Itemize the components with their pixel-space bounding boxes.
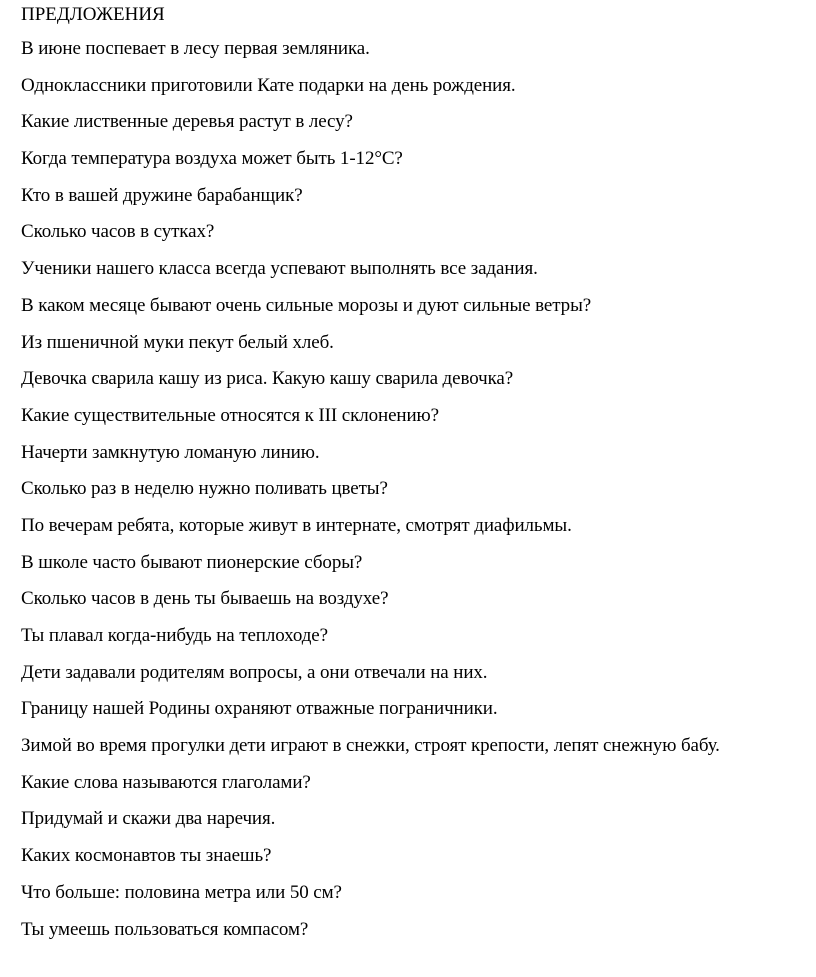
sentence-16: Сколько часов в день ты бываешь на воздухе? [21,588,389,610]
sentence-7: Ученики нашего класса всегда успевают выполнять все задания. [21,258,538,280]
sentence-23: Каких космонавтов ты знаешь? [21,845,272,867]
sentence-20: Зимой во время прогулки дети играют в снежки, строят крепости, лепят снежную бабу. [21,735,720,757]
sentence-10: Девочка сварила кашу из риса. Какую кашу сварила девочка? [21,368,514,390]
sentence-1: В июне поспевает в лесу первая земляника. [21,38,370,59]
sentence-18: Дети задавали родителям вопросы, а они отвечали на них. [21,661,488,683]
document-title: ПРЕДЛОЖЕНИЯ [21,4,165,25]
sentence-8: В каком месяце бывают очень сильные морозы и дуют сильные ветры? [21,294,592,316]
sentence-24: Что больше: половина метра или 50 см? [21,881,342,903]
sentence-25: Ты умеешь пользоваться компасом? [21,918,309,940]
sentence-17: Ты плавал когда-нибудь на теплоходе? [21,625,328,646]
sentence-list [21,38,720,955]
sentence-11: Какие существительные относятся к III склонению? [21,404,439,426]
sentence-2: Одноклассники приготовили Кате подарки на день рождения. [21,74,516,96]
sentence-21: Какие слова называются глаголами? [21,771,311,793]
sentence-14: По вечерам ребята, которые живут в интернате, смотрят диафильмы. [21,514,572,536]
sentence-12: Начерти замкнутую ломаную линию. [21,441,320,463]
sentence-4: Когда температура воздуха может быть 1-12°С? [21,148,403,170]
sentence-5: Кто в вашей дружине барабанщик? [21,184,303,206]
sentence-3: Какие лиственные деревья растут в лесу? [21,111,353,133]
sentence-22: Придумай и скажи два наречия. [21,808,276,830]
sentence-13: Сколько раз в неделю нужно поливать цветы? [21,478,388,500]
sentence-6: Сколько часов в сутках? [21,221,215,243]
sentence-19: Границу нашей Родины охраняют отважные пограничники. [21,698,498,720]
sentence-15: В школе часто бывают пионерские сборы? [21,551,363,573]
sentence-9: Из пшеничной муки пекут белый хлеб. [21,331,334,353]
